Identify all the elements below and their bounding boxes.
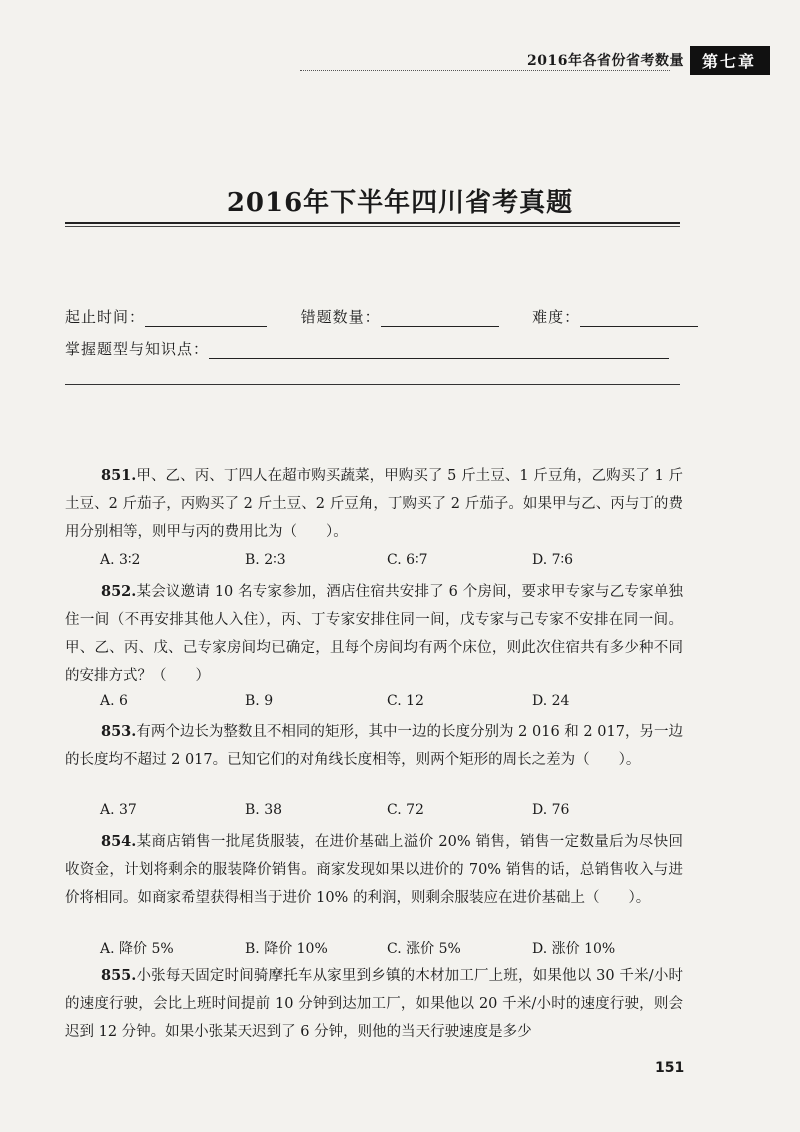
question-number: 854. (101, 833, 137, 850)
form-divider (65, 384, 680, 385)
option-a[interactable]: A. 37 (100, 802, 137, 818)
option-c[interactable]: C. 12 (387, 693, 424, 709)
options-851 (100, 552, 680, 574)
option-d[interactable]: D. 76 (532, 802, 570, 818)
page-number: 151 (655, 1060, 685, 1076)
option-d[interactable]: D. 7∶6 (532, 552, 574, 568)
wrong-count-label: 错题数量： (300, 308, 381, 326)
option-c[interactable]: C. 6∶7 (387, 552, 428, 568)
question-855 (65, 962, 683, 1046)
header-rule (300, 70, 670, 71)
header-book-title: 2016年各省份省考数量 (527, 53, 684, 69)
question-text: 某商店销售一批尾货服装，在进价基础上溢价 20% 销售，销售一定数量后为尽快回收资金，计划将剩余的服装降价销售。商家发现如果以进价的 70% 销售的话，总销售收入与进价将相同。如商家希望获得相当于进价 10% 的利润，则剩余服装应在进价基础上（ ）。 (65, 834, 683, 906)
option-b[interactable]: B. 2∶3 (245, 552, 286, 568)
wrong-count-field[interactable] (381, 310, 499, 327)
question-number: 852. (101, 583, 137, 600)
mastery-field[interactable] (209, 342, 669, 359)
option-b[interactable]: B. 38 (245, 802, 283, 818)
start-end-time-field[interactable] (145, 310, 267, 327)
difficulty-label: 难度： (532, 308, 581, 326)
option-c[interactable]: C. 72 (387, 802, 424, 818)
option-a[interactable]: A. 降价 5% (100, 941, 174, 957)
option-b[interactable]: B. 9 (245, 693, 274, 709)
form-row-1 (65, 306, 698, 327)
question-number: 855. (101, 967, 137, 984)
mastery-label: 掌握题型与知识点： (65, 340, 210, 358)
chapter-tab: 第七章 (690, 46, 770, 75)
title-rule (65, 222, 680, 224)
question-text: 某会议邀请 10 名专家参加，酒店住宿共安排了 6 个房间，要求甲专家与乙专家单独住一间（不再安排其他人入住），丙、丁专家安排住同一间，戊专家与己专家不安排在同一间。甲、乙、丙、戊、己专家房间均已确定，且每个房间均有两个床位，则此次住宿共有多少种不同的安排方式？（ ） (65, 584, 683, 684)
option-b[interactable]: B. 降价 10% (245, 941, 328, 957)
form-row-2 (65, 338, 669, 359)
question-text: 小张每天固定时间骑摩托车从家里到乡镇的木材加工厂上班，如果他以 30 千米/小时的速度行驶，会比上班时间提前 10 分钟到达加工厂，如果他以 20 千米/小时的速度行驶，则会迟到 12 分钟。如果小张某天迟到了 6 分钟，则他的当天行驶速度是多少 (65, 968, 683, 1040)
difficulty-field[interactable] (580, 310, 698, 327)
options-852 (100, 693, 680, 715)
page-title: 2016年下半年四川省考真题 (226, 188, 574, 218)
option-a[interactable]: A. 3∶2 (100, 552, 141, 568)
option-a[interactable]: A. 6 (100, 693, 128, 709)
option-d[interactable]: D. 24 (532, 693, 570, 709)
option-c[interactable]: C. 涨价 5% (387, 941, 461, 957)
options-853 (100, 802, 680, 824)
question-851 (65, 462, 683, 546)
question-text: 有两个边长为整数且不相同的矩形，其中一边的长度分别为 2 016 和 2 017，另一边的长度均不超过 2 017。已知它们的对角线长度相等，则两个矩形的周长之差为（ ）。 (65, 724, 683, 768)
start-end-time-label: 起止时间： (65, 308, 146, 326)
question-852 (65, 578, 683, 690)
question-text: 甲、乙、丙、丁四人在超市购买蔬菜，甲购买了 5 斤土豆、1 斤豆角，乙购买了 1 斤土豆、2 斤茄子，丙购买了 2 斤土豆、2 斤豆角，丁购买了 2 斤茄子。如果甲与乙、丙与丁的费用分别相等，则甲与丙的费用比为（ ）。 (65, 468, 683, 540)
question-number: 851. (101, 467, 137, 484)
options-854 (100, 938, 680, 960)
question-854 (65, 828, 683, 912)
question-853 (65, 718, 683, 774)
title-rule-thin (65, 226, 680, 227)
option-d[interactable]: D. 涨价 10% (532, 941, 616, 957)
question-number: 853. (101, 723, 137, 740)
